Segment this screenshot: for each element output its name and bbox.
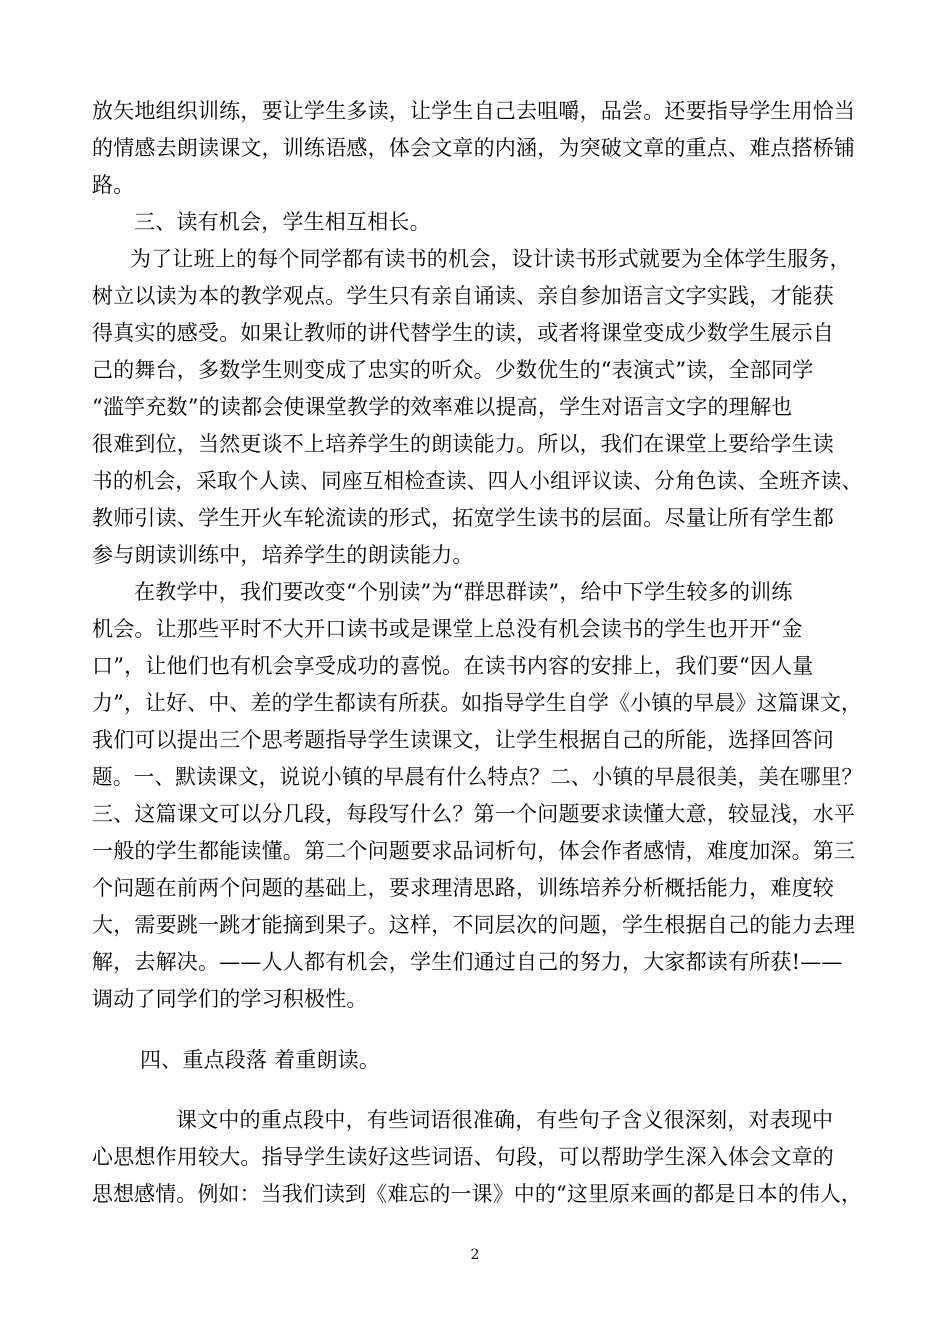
text-line: 树立以读为本的教学观点。学生只有亲自诵读、亲自参加语言文字实践，才能获 xyxy=(92,284,834,308)
page-number: 2 xyxy=(470,1247,480,1263)
text-line: 大，需要跳一跳才能摘到果子。这样，不同层次的问题，学生根据自己的能力去理 xyxy=(92,913,856,937)
text-line: 为了让班上的每个同学都有读书的机会，设计读书形式就要为全体学生服务， xyxy=(130,247,851,271)
text-line: 力”，让好、中、差的学生都读有所获。如指导学生自学《小镇的早晨》这篇课文， xyxy=(92,691,863,715)
section-heading: 四、重点段落 着重朗读。 xyxy=(140,1048,381,1072)
text-line: 调动了同学们的学习积极性。 xyxy=(92,987,368,1011)
text-line: 机会。让那些平时不大开口读书或是课堂上总没有机会读书的学生也开开“金 xyxy=(92,617,803,641)
text-line: 放矢地组织训练，要让学生多读，让学生自己去咀嚼，品尝。还要指导学生用恰当 xyxy=(92,99,856,123)
text-line: 我们可以提出三个思考题指导学生读课文，让学生根据自己的所能，选择回答问 xyxy=(92,728,834,752)
text-line: 得真实的感受。如果让教师的讲代替学生的读，或者将课堂变成少数学生展示自 xyxy=(92,321,834,345)
text-line: 课文中的重点段中，有些词语很准确，有些句子含义很深刻，对表现中 xyxy=(176,1108,834,1132)
text-line: 心思想作用较大。指导学生读好这些词语、句段，可以帮助学生深入体会文章的 xyxy=(92,1145,834,1169)
text-line: 教师引读、学生开火车轮流读的形式，拓宽学生读书的层面。尽量让所有学生都 xyxy=(92,506,834,530)
text-line: 在教学中，我们要改变“个别读”为“群思群读”，给中下学生较多的训练 xyxy=(134,580,793,604)
text-line: “滥竽充数”的读都会使课堂教学的效率难以提高，学生对语言文字的理解也 xyxy=(92,395,793,419)
text-line: 思想感情。例如：当我们读到《难忘的一课》中的“这里原来画的都是日本的伟人， xyxy=(92,1182,863,1206)
text-line: 解，去解决。——人人都有机会，学生们通过自己的努力，大家都读有所获!—— xyxy=(92,950,843,974)
text-line: 个问题在前两个问题的基础上，要求理清思路，训练培养分析概括能力，难度较 xyxy=(92,876,834,900)
text-line: 己的舞台，多数学生则变成了忠实的听众。少数优生的“表演式”读，全部同学 xyxy=(92,358,814,382)
text-line: 参与朗读训练中，培养学生的朗读能力。 xyxy=(92,543,474,567)
text-line: 一般的学生都能读懂。第二个问题要求品词析句，体会作者感情，难度加深。第三 xyxy=(92,839,856,863)
text-line: 三、这篇课文可以分几段，每段写什么？第一个问题要求读懂大意，较显浅，水平 xyxy=(92,802,856,826)
text-line: 书的机会，采取个人读、同座互相检查读、四人小组评议读、分角色读、全班齐读、 xyxy=(92,469,863,493)
text-line: 口”，让他们也有机会享受成功的喜悦。在读书内容的安排上，我们要“因人量 xyxy=(92,654,814,678)
section-heading: 三、读有机会，学生相互相长。 xyxy=(134,210,431,234)
text-line: 的情感去朗读课文，训练语感，体会文章的内涵，为突破文章的重点、难点搭桥铺 xyxy=(92,136,856,160)
text-line: 路。 xyxy=(92,173,135,197)
text-line: 很难到位，当然更谈不上培养学生的朗读能力。所以，我们在课堂上要给学生读 xyxy=(92,432,834,456)
text-line: 题。一、默读课文，说说小镇的早晨有什么特点？二、小镇的早晨很美，美在哪里？ xyxy=(92,765,863,789)
